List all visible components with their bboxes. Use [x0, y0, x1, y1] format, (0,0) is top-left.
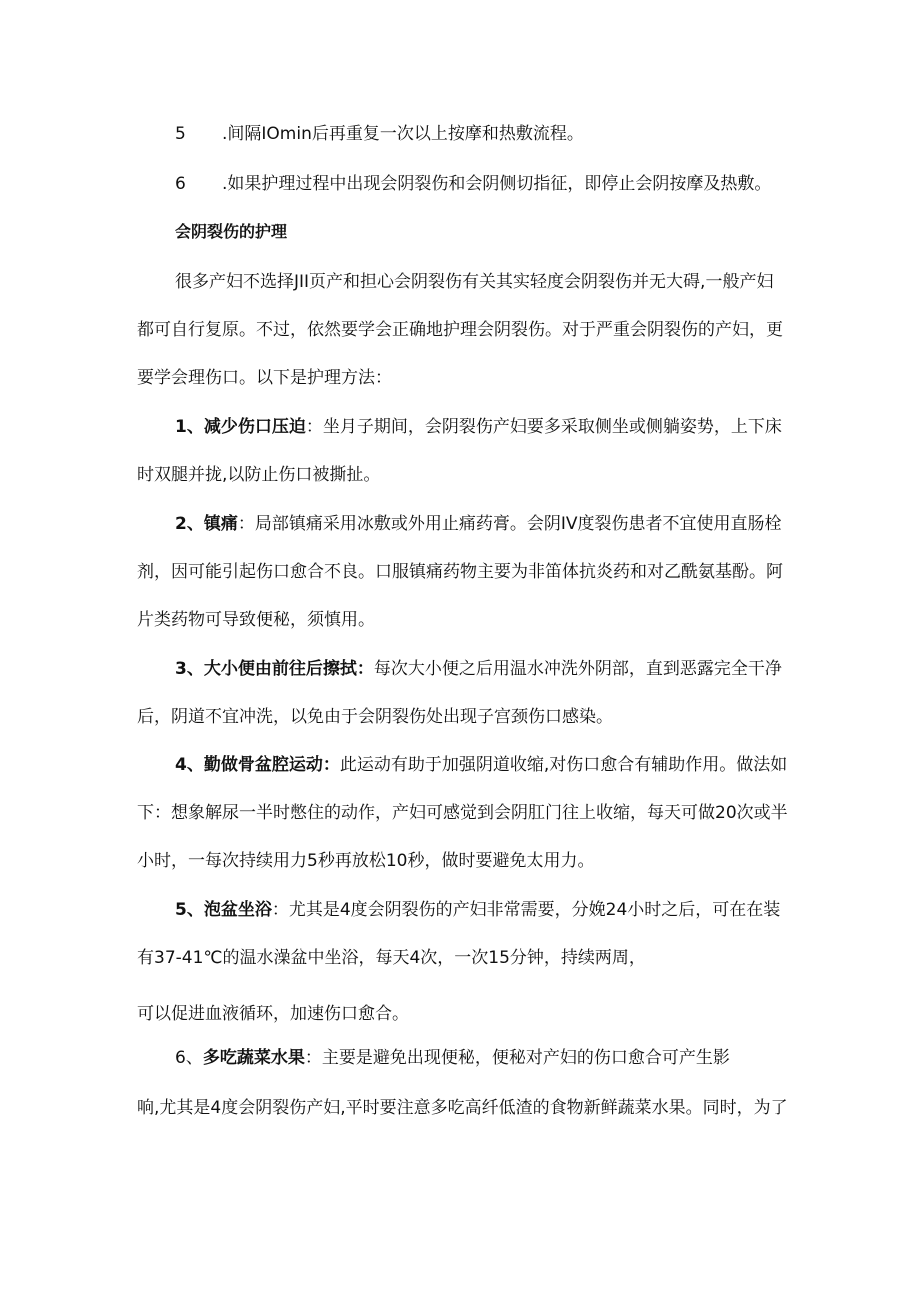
- method-1-title: 1、减少伤口压迫: [175, 417, 306, 437]
- method-4-line-3: 小时，一每次持续用力5秒再放松10秒，做时要避免太用力。: [137, 851, 595, 871]
- method-3-text: 每次大小便之后用温水冲洗外阴部，直到恶露完全干净: [373, 659, 782, 679]
- method-5-text: ：尤其是4度会阴裂伤的产妇非常需要，分娩24小时之后，可在在装: [271, 900, 781, 920]
- method-4-line-2: 下：想象解尿一半时憋住的动作，产妇可感觉到会阴肛门往上收缩，每天可做20次或半: [137, 803, 788, 823]
- method-5-title: 5、泡盆坐浴: [175, 900, 272, 920]
- item-6-number: 6: [175, 174, 186, 194]
- method-3-title: 3、大小便由前往后擦拭：: [175, 659, 374, 679]
- intro-line-3: 要学会理伤口。以下是护理方法：: [137, 368, 392, 388]
- method-1-text: ：坐月子期间，会阴裂伤产妇要多采取侧坐或侧躺姿势，上下床: [305, 417, 782, 437]
- intro-line-2: 都可自行复原。不过，依然要学会正确地护理会阴裂伤。对于严重会阴裂伤的产妇，更: [137, 320, 783, 340]
- method-2-line-2: 剂，因可能引起伤口愈合不良。口服镇痛药物主要为非笛体抗炎药和对乙酰氨基酚。阿: [137, 562, 783, 582]
- method-4-title: 4、勤做骨盆腔运动：: [175, 755, 340, 775]
- method-6-text: ：主要是避免出现便秘，便秘对产妇的伤口愈合可产生影: [304, 1048, 730, 1068]
- method-5-line-2: 有37-41℃的温水澡盆中坐浴，每天4次，一次15分钟，持续两周，: [137, 948, 646, 968]
- intro-line-1: 很多产妇不选择JII页产和担心会阴裂伤有关其实轻度会阴裂伤并无大碍,一般产妇: [175, 272, 774, 292]
- method-5-line-1: [175, 898, 780, 922]
- method-2-text: ：局部镇痛采用冰敷或外用止痛药膏。会阴IV度裂伤患者不宜使用直肠栓: [237, 514, 782, 534]
- method-6-title: 多吃蔬菜水果: [202, 1048, 305, 1068]
- item-6-text: .如果护理过程中出现会阴裂伤和会阴侧切指征，即停止会阴按摩及热敷。: [222, 174, 772, 194]
- method-4-text: 此运动有助于加强阴道收缩,对伤口愈合有辅助作用。做法如: [339, 755, 788, 775]
- item-5-number: 5: [175, 124, 186, 144]
- method-6-line-2: 响,尤其是4度会阴裂伤产妇,平时要注意多吃高纤低渣的食物新鲜蔬菜水果。同时，为了: [137, 1098, 788, 1118]
- method-4-line-1: [175, 753, 787, 777]
- method-6-line-1: [175, 1046, 730, 1070]
- method-1-line-2: 时双腿并拢,以防止伤口被撕扯。: [137, 465, 381, 485]
- method-3-line-2: 后，阴道不宜冲洗，以免由于会阴裂伤处出现子宫颈伤口感染。: [137, 707, 613, 727]
- item-5-text: .间隔IOmin后再重复一次以上按摩和热敷流程。: [222, 124, 584, 144]
- section-heading: 会阴裂伤的护理: [175, 222, 288, 241]
- method-3-line-1: [175, 657, 782, 681]
- method-2-line-3: 片类药物可导致便秘，须慎用。: [137, 610, 375, 630]
- method-2-line-1: [175, 512, 782, 536]
- method-5-line-3: 可以促进血液循环，加速伤口愈合。: [137, 1004, 409, 1024]
- method-6-prefix: 6、: [175, 1048, 203, 1068]
- method-2-title: 2、镇痛: [175, 514, 238, 534]
- method-1-line-1: [175, 415, 782, 439]
